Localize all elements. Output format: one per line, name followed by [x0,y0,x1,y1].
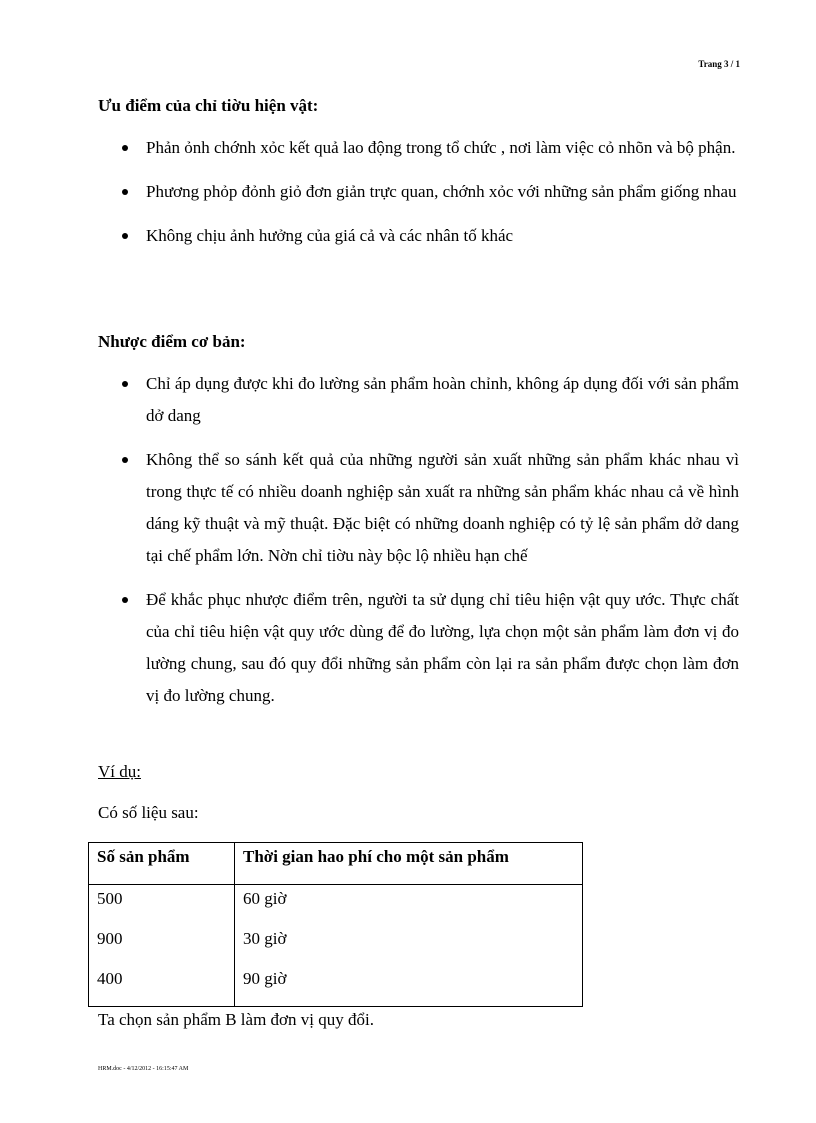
disadvantages-list [98,368,739,712]
table-cell: 60 giờ [235,885,583,925]
bullet-icon [122,145,128,151]
advantages-list [98,132,739,252]
table-row [89,965,583,1007]
bullet-icon [122,457,128,463]
list-item: Để khắc phục nhược điểm trên, người ta sử dụng chỉ tiêu hiện vật quy ước. Thực chất của chỉ tiêu hiện vật quy ước dùng để đo lường, lựa chọn một sản phẩm làm đơn vị đo lường chung, sau đó quy đổi những sản phẩm còn lại ra sản phẩm được chọn làm đơn vị đo lường chung. [98,584,739,712]
table-header-row [89,843,583,885]
example-intro: Có số liệu sau: [98,803,199,822]
bullet-icon [122,189,128,195]
table-cell: 500 [89,885,235,925]
table-cell: 90 giờ [235,965,583,1007]
data-table [88,842,583,1007]
table-row [89,885,583,925]
table-cell: 900 [89,925,235,965]
table-cell: 30 giờ [235,925,583,965]
bullet-icon [122,381,128,387]
page-number: Trang 3 / 1 [698,59,740,69]
table-cell: 400 [89,965,235,1007]
bullet-icon [122,233,128,239]
table-row [89,925,583,965]
disadvantages-heading: Nhược điểm cơ bản: [98,332,246,351]
table-header-cell: Thời gian hao phí cho một sản phẩm [235,843,583,885]
example-conclusion: Ta chọn sản phẩm B làm đơn vị quy đổi. [98,1010,374,1029]
list-item: Không thể so sánh kết quả của những người sản xuất những sản phẩm khác nhau vì trong thực tế có nhiều doanh nghiệp sản xuất ra những sản phẩm khác nhau cả về hình dáng kỹ thuật và mỹ thuật. Đặc biệt có những doanh nghiệp có tỷ lệ sản phẩm dở dang tại chế phẩm lớn. Nờn chỉ tiờu này bộc lộ nhiều hạn chế [98,444,739,572]
list-item: Phản ỏnh chớnh xỏc kết quả lao động trong tổ chức , nơi làm việc cỏ nhõn và bộ phận. [98,132,739,164]
list-item: Phương phỏp đỏnh giỏ đơn giản trực quan, chớnh xỏc với những sản phẩm giống nhau [98,176,739,208]
list-item: Chỉ áp dụng được khi đo lường sản phẩm hoàn chỉnh, không áp dụng đối với sản phẩm dở dang [98,368,739,432]
footer-text: HRM.doc - 4/12/2012 - 16:15:47 AM [98,1066,189,1072]
list-item: Không chịu ảnh hưởng của giá cả và các nhân tố khác [98,220,739,252]
bullet-icon [122,597,128,603]
example-label: Ví dụ: [98,762,141,781]
table-header-cell: Số sản phẩm [89,843,235,885]
advantages-heading: Ưu điểm của chỉ tiờu hiện vật: [98,96,319,115]
